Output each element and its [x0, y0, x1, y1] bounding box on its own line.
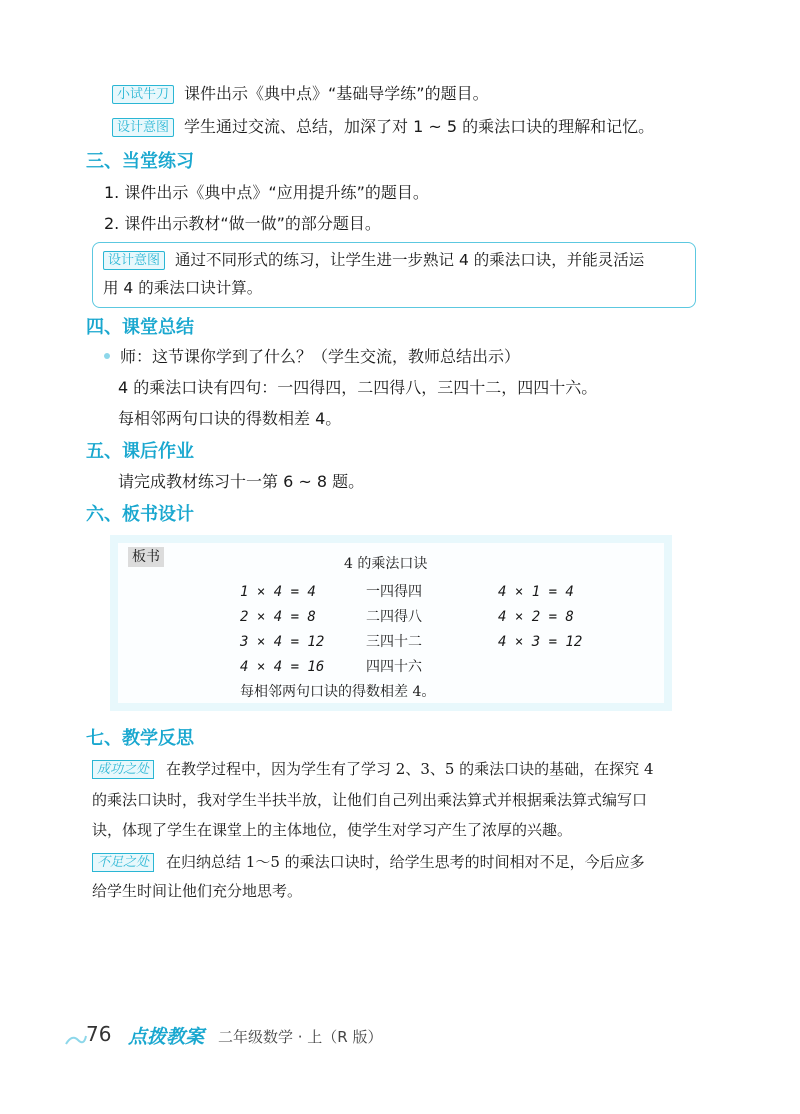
board-col2-row2: 二四得八	[366, 609, 422, 625]
deficit-line2: 给学生时间让他们充分地思考。	[92, 882, 303, 900]
intent-text: 学生通过交流、总结，加深了对 1 ~ 5 的乘法口诀的理解和记忆。	[184, 117, 655, 136]
board-col3-row1: 4 × 1 = 4	[498, 584, 574, 600]
design-intent-box	[92, 242, 696, 308]
board-col1-row4: 4 × 4 = 16	[240, 659, 325, 675]
deficit-line1	[92, 851, 645, 873]
design-intent-text1: 通过不同形式的练习，让学生进一步熟记 4 的乘法口诀，并能灵活运	[175, 251, 645, 269]
book-subtitle: 二年级数学 · 上（R 版）	[218, 1028, 383, 1046]
section4-heading: 四、课堂总结	[86, 317, 194, 338]
board-col3-row2: 4 × 2 = 8	[498, 609, 574, 625]
board-col2-row4: 四四十六	[366, 659, 422, 675]
board-col1-row1: 1 × 4 = 4	[240, 584, 316, 600]
section4-line2: 4 的乘法口诀有四句：一四得四，二四得八，三四十二，四四十六。	[118, 378, 598, 397]
board-label: 板书	[128, 547, 164, 567]
blackboard-inner	[118, 543, 664, 703]
section4-line1-text: 师：这节课你学到了什么？（学生交流，教师总结出示）	[120, 347, 521, 366]
bullet-icon	[104, 353, 110, 359]
intent-tag: 设计意图	[112, 118, 174, 137]
success-line2: 的乘法口诀时，我对学生半扶半放，让他们自己列出乘法算式并根据乘法算式编写口	[92, 791, 648, 809]
section3-item1: 1. 课件出示《典中点》“应用提升练”的题目。	[104, 183, 429, 202]
design-intent-line2: 用 4 的乘法口诀计算。	[103, 279, 263, 297]
trial-text: 课件出示《典中点》“基础导学练”的题目。	[184, 84, 489, 103]
wave-decoration-icon	[64, 1030, 88, 1050]
section3-item2: 2. 课件出示教材“做一做”的部分题目。	[104, 214, 381, 233]
board-note: 每相邻两句口诀的得数相差 4。	[240, 684, 436, 700]
blackboard-design	[110, 535, 672, 711]
brand-logo: 点拨教案	[128, 1026, 205, 1048]
section6-heading: 六、板书设计	[86, 504, 194, 525]
success-line3: 诀，体现了学生在课堂上的主体地位，使学生对学习产生了浓厚的兴趣。	[92, 821, 573, 839]
section3-heading: 三、当堂练习	[86, 151, 194, 172]
deficit-text1: 在归纳总结 1～5 的乘法口诀时，给学生思考的时间相对不足，今后应多	[166, 853, 645, 871]
board-col1-row2: 2 × 4 = 8	[240, 609, 316, 625]
deficit-tag: 不足之处	[92, 853, 154, 872]
intent-line	[112, 116, 654, 138]
board-title: 4 的乘法口诀	[344, 556, 428, 572]
section5-heading: 五、课后作业	[86, 441, 194, 462]
section4-line3: 每相邻两句口诀的得数相差 4。	[118, 409, 342, 428]
board-col2-row3: 三四十二	[366, 634, 422, 650]
design-intent-line1	[103, 249, 644, 271]
success-tag: 成功之处	[92, 760, 154, 779]
page-number: 76	[86, 1022, 112, 1046]
trial-tag: 小试牛刀	[112, 85, 174, 104]
board-col3-row3: 4 × 3 = 12	[498, 634, 583, 650]
section7-heading: 七、教学反思	[86, 728, 194, 749]
board-col1-row3: 3 × 4 = 12	[240, 634, 325, 650]
trial-line	[112, 83, 489, 105]
design-intent-tag: 设计意图	[103, 251, 165, 270]
section4-line1	[104, 346, 520, 368]
section5-line1: 请完成教材练习十一第 6 ~ 8 题。	[118, 472, 365, 491]
success-line1	[92, 758, 654, 780]
board-col2-row1: 一四得四	[366, 584, 422, 600]
success-text1: 在教学过程中，因为学生有了学习 2、3、5 的乘法口诀的基础，在探究 4	[166, 760, 654, 778]
